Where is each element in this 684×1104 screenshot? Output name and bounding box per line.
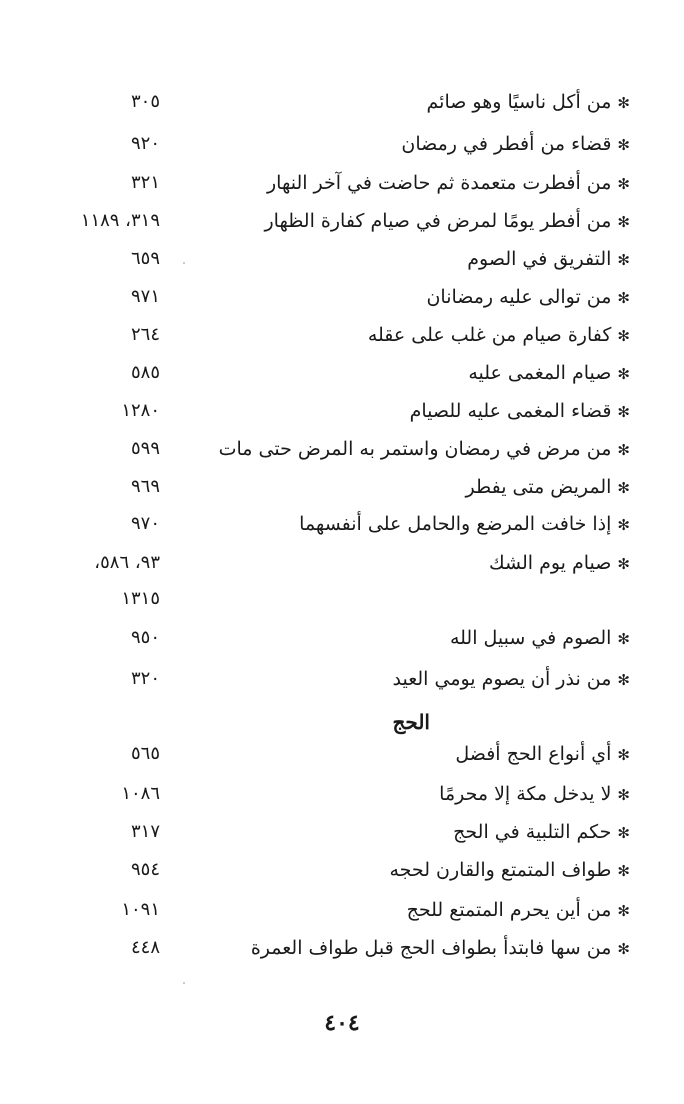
entry-topic-text: التفريق في الصوم bbox=[467, 248, 612, 270]
entry-topic-text: إذا خافت المرضع والحامل على أنفسهما bbox=[299, 513, 612, 535]
print-speck bbox=[183, 982, 185, 984]
index-entry bbox=[40, 892, 640, 928]
index-entry bbox=[40, 776, 640, 812]
asterisk-bullet-icon: ✻ bbox=[617, 555, 630, 573]
entry-topic bbox=[393, 661, 631, 697]
asterisk-bullet-icon: ✻ bbox=[617, 251, 630, 269]
entry-topic bbox=[489, 545, 630, 581]
entry-topic-text: من نذر أن يصوم يومي العيد bbox=[392, 668, 612, 690]
entry-page-refs: ٩٧١ bbox=[130, 286, 160, 307]
asterisk-bullet-icon: ✻ bbox=[617, 630, 630, 648]
entry-page-refs: ٩٧٠ bbox=[130, 513, 160, 534]
index-entry bbox=[40, 852, 640, 888]
index-entry bbox=[40, 241, 640, 277]
entry-topic-text: لا يدخل مكة إلا محرمًا bbox=[439, 783, 612, 805]
asterisk-bullet-icon: ✻ bbox=[617, 746, 630, 764]
index-entry bbox=[40, 620, 640, 656]
index-entry bbox=[40, 203, 640, 239]
asterisk-bullet-icon: ✻ bbox=[617, 786, 630, 804]
index-entry bbox=[40, 506, 640, 542]
asterisk-bullet-icon: ✻ bbox=[617, 862, 630, 880]
entry-page-refs: ٥٨٥ bbox=[130, 362, 160, 383]
entry-topic-text: من أفطرت متعمدة ثم حاضت في آخر النهار bbox=[266, 172, 612, 194]
entry-topic bbox=[389, 852, 630, 888]
index-entry bbox=[40, 469, 640, 505]
index-entry bbox=[40, 279, 640, 315]
entry-topic-text: صيام المغمى عليه bbox=[468, 362, 612, 384]
entry-topic bbox=[466, 469, 630, 505]
entry-topic-text: من توالى عليه رمضانان bbox=[426, 286, 612, 308]
entry-topic-text: صيام يوم الشك bbox=[489, 552, 612, 574]
entry-page-refs: ٩٣، ٥٨٦، bbox=[94, 552, 160, 573]
asterisk-bullet-icon: ✻ bbox=[617, 136, 630, 154]
entry-page-refs: ٩٥٤ bbox=[130, 859, 160, 880]
asterisk-bullet-icon: ✻ bbox=[617, 824, 630, 842]
entry-topic-text: من سها فابتدأ بطواف الحج قبل طواف العمرة bbox=[250, 937, 612, 959]
section-heading-hajj: الحج bbox=[392, 710, 430, 734]
entry-topic-text: الصوم في سبيل الله bbox=[449, 627, 612, 649]
entry-page-refs: ١٢٨٠ bbox=[121, 400, 160, 421]
entry-topic-text: من أفطر يومًا لمرض في صيام كفارة الظهار bbox=[264, 210, 612, 232]
asterisk-bullet-icon: ✻ bbox=[617, 516, 630, 534]
asterisk-bullet-icon: ✻ bbox=[617, 213, 630, 231]
asterisk-bullet-icon: ✻ bbox=[617, 94, 630, 112]
entry-topic bbox=[251, 930, 630, 966]
index-entry bbox=[40, 355, 640, 391]
index-entry bbox=[40, 126, 640, 162]
index-entry bbox=[40, 393, 640, 429]
entry-topic-text: كفارة صيام من غلب على عقله bbox=[367, 324, 612, 346]
entry-topic-text: المريض متى يفطر bbox=[465, 476, 612, 498]
entry-topic bbox=[455, 736, 630, 772]
index-entry bbox=[40, 545, 640, 581]
asterisk-bullet-icon: ✻ bbox=[617, 403, 630, 421]
entry-topic bbox=[219, 431, 630, 467]
entry-page-refs: ٤٤٨ bbox=[130, 937, 160, 958]
asterisk-bullet-icon: ✻ bbox=[617, 940, 630, 958]
asterisk-bullet-icon: ✻ bbox=[617, 175, 630, 193]
entry-page-refs: ٥٦٥ bbox=[130, 743, 160, 764]
entry-topic bbox=[427, 84, 630, 120]
index-entry bbox=[40, 431, 640, 467]
entry-topic-text: طواف المتمتع والقارن لحجه bbox=[389, 859, 612, 881]
entry-page-refs: ٩٥٠ bbox=[130, 627, 160, 648]
asterisk-bullet-icon: ✻ bbox=[617, 289, 630, 307]
entry-page-refs: ٩٦٩ bbox=[130, 476, 160, 497]
entry-page-refs: ٦٥٩ bbox=[130, 248, 160, 269]
entry-topic-text: من مرض في رمضان واستمر به المرض حتى مات bbox=[218, 438, 612, 460]
entry-topic bbox=[467, 241, 630, 277]
entry-topic bbox=[368, 317, 630, 353]
asterisk-bullet-icon: ✻ bbox=[617, 327, 630, 345]
print-speck bbox=[183, 262, 185, 264]
entry-page-refs: ١٠٨٦ bbox=[121, 783, 160, 804]
entry-topic bbox=[407, 892, 630, 928]
index-entry bbox=[40, 165, 640, 201]
entry-topic bbox=[401, 126, 630, 162]
asterisk-bullet-icon: ✻ bbox=[617, 479, 630, 497]
entry-topic bbox=[410, 393, 630, 429]
entry-topic bbox=[426, 279, 630, 315]
entry-topic bbox=[468, 355, 630, 391]
entry-page-refs: ١٣١٥ bbox=[121, 588, 160, 609]
index-entry bbox=[40, 84, 640, 120]
entry-topic bbox=[450, 620, 630, 656]
entry-page-refs: ٢٦٤ bbox=[130, 324, 160, 345]
entry-topic bbox=[453, 814, 630, 850]
entry-topic bbox=[299, 506, 630, 542]
asterisk-bullet-icon: ✻ bbox=[617, 671, 630, 689]
entry-topic-text: قضاء من أفطر في رمضان bbox=[401, 133, 612, 155]
entry-topic-text: أي أنواع الحج أفضل bbox=[455, 743, 612, 765]
entry-topic-text: من أكل ناسيًا وهو صائم bbox=[426, 91, 612, 113]
entry-topic-text: من أين يحرم المتمتع للحج bbox=[406, 899, 612, 921]
entry-page-refs: ٣١٩، ١١٨٩ bbox=[80, 210, 160, 231]
index-entry bbox=[40, 814, 640, 850]
entry-topic-text: حكم التلبية في الحج bbox=[453, 821, 612, 843]
entry-page-refs: ٣٠٥ bbox=[130, 91, 160, 112]
entry-page-refs: ١٠٩١ bbox=[121, 899, 160, 920]
entry-topic bbox=[267, 165, 630, 201]
asterisk-bullet-icon: ✻ bbox=[617, 441, 630, 459]
entry-page-refs: ٣٢١ bbox=[130, 172, 160, 193]
index-entry-continuation bbox=[40, 581, 640, 617]
index-entry bbox=[40, 736, 640, 772]
asterisk-bullet-icon: ✻ bbox=[617, 902, 630, 920]
entry-page-refs: ٣١٧ bbox=[130, 821, 160, 842]
entry-page-refs: ٩٢٠ bbox=[130, 133, 160, 154]
entry-topic-text: قضاء المغمى عليه للصيام bbox=[409, 400, 612, 422]
index-entry bbox=[40, 317, 640, 353]
index-entry bbox=[40, 661, 640, 697]
entry-topic bbox=[439, 776, 630, 812]
entry-page-refs: ٥٩٩ bbox=[130, 438, 160, 459]
entry-page-refs: ٣٢٠ bbox=[130, 668, 160, 689]
page-number: ٤٠٤ bbox=[324, 1010, 360, 1036]
asterisk-bullet-icon: ✻ bbox=[617, 365, 630, 383]
entry-topic bbox=[264, 203, 630, 239]
index-entry bbox=[40, 930, 640, 966]
